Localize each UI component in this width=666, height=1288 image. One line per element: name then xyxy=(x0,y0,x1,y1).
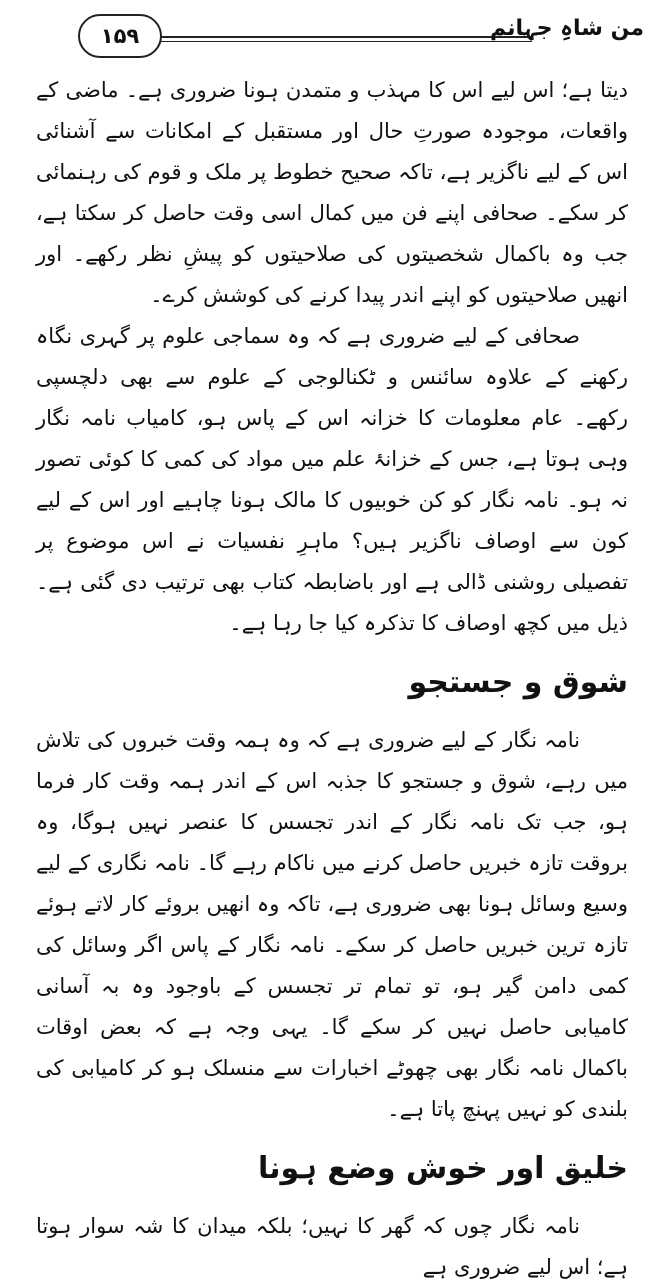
paragraph: نامہ نگار کے لیے ضروری ہے کہ وہ ہمہ وقت خبروں کی تلاش میں رہے، شوق و جستجو کا جذبہ اس کے اندر ہمہ وقت کار فرما ہو، جب تک نامہ نگار کے اندر تجسس کا عنصر نہیں ہوگا، وہ بروقت تازہ خبریں حاصل کرنے میں ناکام رہے گا۔ نامہ نگاری کے لیے وسیع وسائل ہونا بھی ضروری ہے، تاکہ وہ انھیں بروئے کار لاتے ہوئے تازہ ترین خبریں حاصل کر سکے۔ نامہ نگار کے پاس اگر وسائل کی کمی دامن گیر ہو، تو تمام تر تجسس کے باوجود وہ بہ آسانی کامیابی حاصل نہیں کر سکے گا۔ یہی وجہ ہے کہ بعض اوقات باکمال نامہ نگار بھی چھوٹے اخبارات سے منسلک ہو کر کامیابی کی بلندی کو نہیں پہنچ پاتا ہے۔ xyxy=(36,728,628,1121)
page-number-badge xyxy=(78,14,162,58)
page-header xyxy=(78,14,644,58)
header-rule-thin xyxy=(160,41,532,42)
page-number: ۱۵۹ xyxy=(100,24,140,48)
paragraph: نامہ نگار چوں کہ گھر کا نہیں؛ بلکہ میدان کا شہ سوار ہوتا ہے؛ اس لیے ضروری ہے xyxy=(36,1214,628,1279)
paragraph: صحافی کے لیے ضروری ہے کہ وہ سماجی علوم پر گہری نگاہ رکھنے کے علاوہ سائنس و ٹکنالوجی کے علوم سے بھی دلچسپی رکھے۔ عام معلومات کا خزانہ اس کے پاس ہو، کامیاب نامہ نگار وہی ہوتا ہے، جس کے خزانۂ علم میں مواد کی کمی کا کوئی تصور نہ ہو۔ نامہ نگار کو کن خوبیوں کا مالک ہونا چاہیے اور اس کے لیے کون سے اوصاف ناگزیر ہیں؟ ماہرِ نفسیات نے اس موضوع پر تفصیلی روشنی ڈالی ہے اور باضابطہ کتاب بھی ترتیب دی گئی ہے۔ ذیل میں کچھ اوصاف کا تذکرہ کیا جا رہا ہے۔ xyxy=(36,324,628,635)
book-title: من شاہِ جہانم xyxy=(489,16,644,41)
header-rule xyxy=(160,36,532,38)
page-body xyxy=(36,70,628,1288)
paragraph: دیتا ہے؛ اس لیے اس کا مہذب و متمدن ہونا ضروری ہے۔ ماضی کے واقعات، موجودہ صورتِ حال اور مستقبل کے امکانات سے آشنائی اس کے لیے ناگزیر ہے، تاکہ صحیح خطوط پر ملک و قوم کی رہنمائی کر سکے۔ صحافی اپنے فن میں کمال اسی وقت حاصل کر سکتا ہے، جب وہ باکمال شخصیتوں کی صلاحیتوں کو پیشِ نظر رکھے۔ اور انھیں صلاحیتوں کو اپنے اندر پیدا کرنے کی کوشش کرے۔ xyxy=(36,78,628,307)
section-heading-curiosity: شوق و جستجو xyxy=(408,665,628,700)
section-heading-manners: خلیق اور خوش وضع ہونا xyxy=(257,1151,628,1186)
